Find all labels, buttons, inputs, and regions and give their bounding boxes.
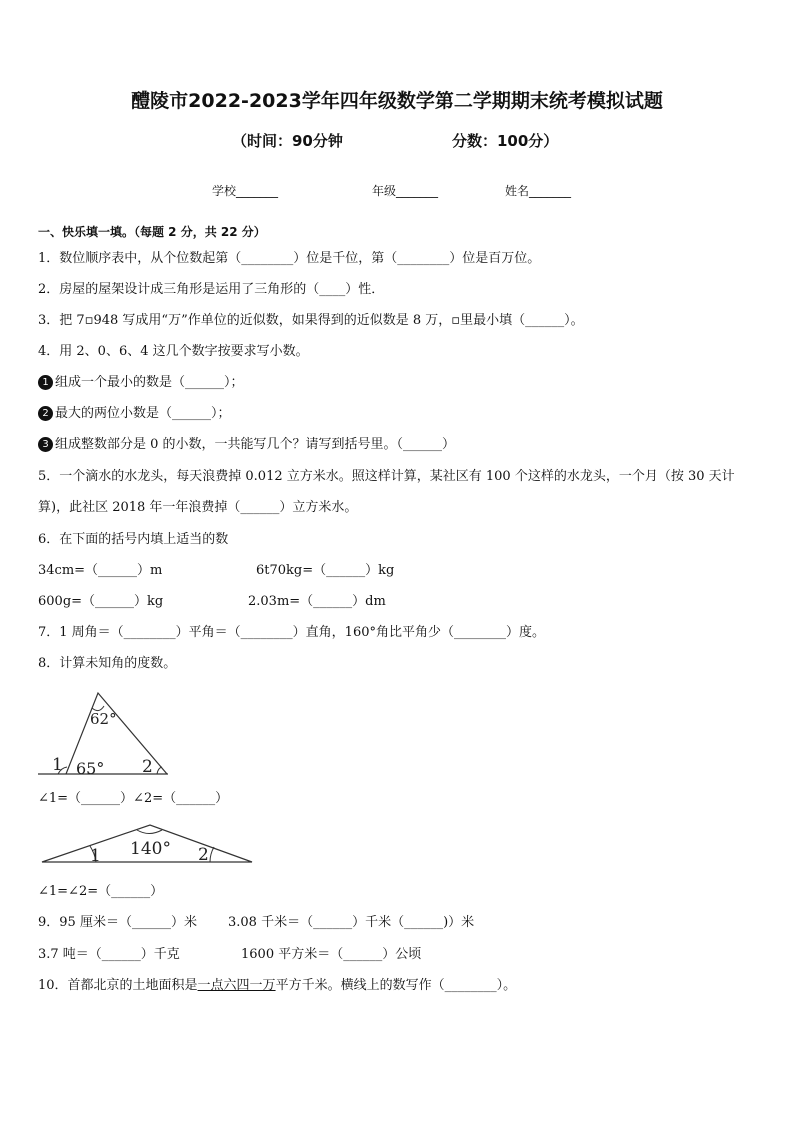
total-score: 分数：100分）	[452, 132, 559, 150]
question-2: 2．房屋的屋架设计成三角形是运用了三角形的（____）性．	[38, 282, 385, 297]
school-field[interactable]: 学校_______	[212, 184, 279, 198]
question-6-a: 34cm=（______）m	[38, 563, 163, 578]
angle-2-label: 2	[142, 757, 153, 777]
angle-1-label: 1	[52, 755, 63, 775]
question-8-answer-1: ∠1=（______）∠2=（______）	[38, 791, 229, 806]
question-8-stem: 8．计算未知角的度数。	[38, 656, 177, 671]
question-6-b: 6t70kg=（______）kg	[256, 563, 395, 578]
question-7: 7．1 周角＝（________）平角＝（________）直角，160°角比平角少（________）度。	[38, 625, 545, 640]
circled-number-3: 3	[38, 437, 53, 452]
question-4-part-1: 1 组成一个最小的数是（______）；	[38, 374, 244, 392]
question-1: 1．数位顺序表中，从个位数起第（________）位是千位，第（________）位是百万位。	[38, 251, 541, 266]
circled-number-2: 2	[38, 406, 53, 421]
section-heading: 一、快乐填一填。（每题 2 分，共 22 分）	[38, 225, 266, 239]
angle-140-label: 140°	[130, 839, 171, 859]
angle-1b-label: 1	[90, 846, 101, 866]
question-4-stem: 4．用 2、0、6、4 这几个数字按要求写小数。	[38, 344, 309, 359]
name-field[interactable]: 姓名_______	[505, 184, 572, 198]
angle-arc-140	[137, 830, 162, 834]
question-5-line-2: 算)，此社区 2018 年一年浪费掉（______）立方米水。	[38, 500, 358, 515]
question-8-answer-2: ∠1=∠2=（______）	[38, 884, 164, 899]
question-9-d: 1600 平方米＝（______）公顷	[241, 947, 422, 962]
page-title: 醴陵市2022-2023学年四年级数学第二学期期末统考模拟试题	[131, 90, 663, 112]
angle-65-label: 65°	[76, 759, 105, 778]
question-3: 3．把 7▫948 写成用“万”作单位的近似数，如果得到的近似数是 8 万，▫里最小填（______）。	[38, 313, 584, 328]
triangle-figure-2	[38, 820, 258, 866]
triangle-figure-1	[36, 688, 176, 780]
question-9-a: 9．95 厘米＝（______）米	[38, 915, 197, 930]
question-6-d: 2.03m=（______）dm	[248, 594, 386, 609]
question-6-stem: 6．在下面的括号内填上适当的数	[38, 532, 229, 547]
question-6-c: 600g=（______）kg	[38, 594, 164, 609]
grade-field[interactable]: 年级_______	[372, 184, 439, 198]
question-10: 10．首都北京的土地面积是一点六四一万平方千米。横线上的数写作（________）。	[38, 978, 517, 993]
underlined-number-words: 一点六四一万	[197, 978, 276, 993]
question-9-b: 3.08 千米＝（______）千米（______)）米	[228, 915, 475, 930]
question-4-part-2: 2 最大的两位小数是（______）；	[38, 405, 231, 423]
question-5-line-1: 5．一个滴水的水龙头，每天浪费掉 0.012 立方米水。照这样计算，某社区有 100 个这样的水龙头，一个月（按 30 天计	[38, 469, 735, 484]
question-9-c: 3.7 吨＝（______）千克	[38, 947, 180, 962]
angle-arc-2b	[210, 847, 214, 862]
angle-2b-label: 2	[198, 845, 209, 865]
angle-62-label: 62°	[90, 710, 117, 728]
circled-number-1: 1	[38, 375, 53, 390]
question-4-part-3: 3 组成整数部分是 0 的小数，一共能写几个？请写到括号里。（______）	[38, 436, 455, 454]
time-limit: （时间：90分钟	[232, 132, 343, 150]
